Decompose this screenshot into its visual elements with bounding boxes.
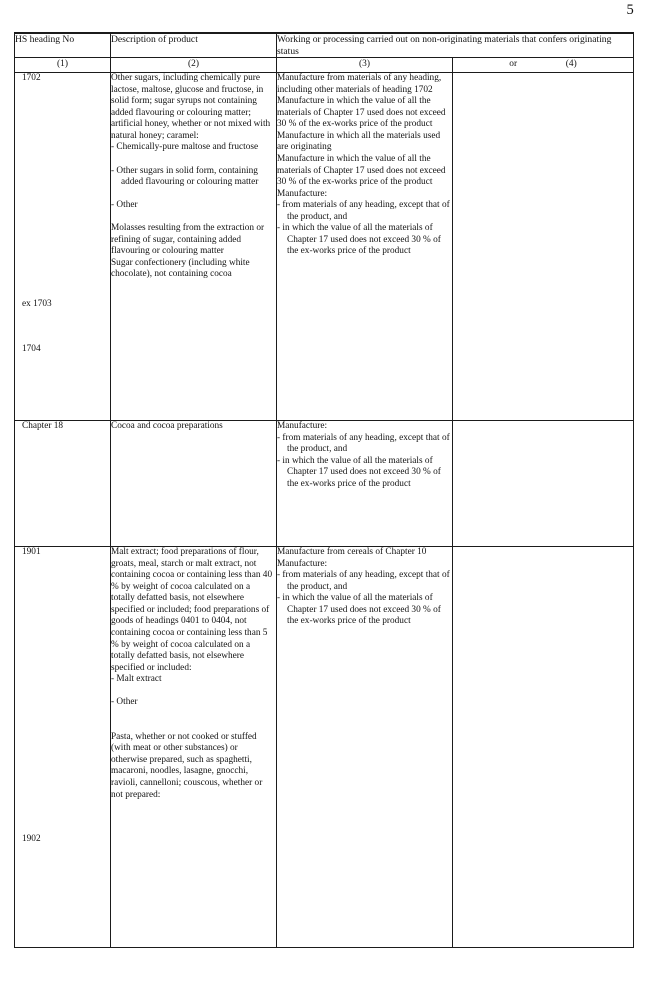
column-number-2: (2) xyxy=(111,58,277,73)
row-chapter-18-rules xyxy=(277,421,453,547)
column-number-3: (3) xyxy=(277,58,453,73)
row-1901-description xyxy=(111,547,277,948)
row-1702-description xyxy=(111,73,277,421)
table-column-number-row xyxy=(15,58,634,73)
header-description-of-product: Description of product xyxy=(111,33,277,58)
row-1702-rules xyxy=(277,73,453,421)
table-row xyxy=(15,547,634,948)
origin-rules-table xyxy=(14,32,634,948)
table-row xyxy=(15,73,634,421)
row-1901-rules xyxy=(277,547,453,948)
rule-item-value-chapter-17-ch18: - in which the value of all the materials of Chapter 17 used does not exceed 30 % of the ex-works price of the product xyxy=(277,455,441,489)
or-label: or xyxy=(509,59,518,70)
hs-code-1901: 1901 xyxy=(22,547,41,558)
description-1704: Sugar confectionery (including white chocolate), not containing cocoa xyxy=(111,257,250,280)
header-working-or-processing: Working or processing carried out on non-originating materials that confers originating status xyxy=(277,33,634,58)
rule-item-from-materials-any-heading-ch18: - from materials of any heading, except that of the product, and xyxy=(277,432,450,455)
rule-value-chapter-17-30-percent-b: Manufacture in which the value of all the materials of Chapter 17 used does not exceed 30 % of the ex-works price of the product xyxy=(277,154,446,188)
column-number-4-label: (4) xyxy=(565,59,577,70)
row-chapter-18-code: Chapter 18 xyxy=(15,421,111,547)
rule-item-from-materials-any-heading-1901: - from materials of any heading, except that of the product, and xyxy=(277,570,450,592)
table-row xyxy=(15,421,634,547)
rule-manufacture-from-cereals-chapter-10: Manufacture from cereals of Chapter 10 xyxy=(277,547,427,558)
rule-manufacture-intro-ch18: Manufacture: xyxy=(277,421,328,432)
row-1702-codes xyxy=(15,73,111,421)
rule-item-from-materials-any-heading-1704: - from materials of any heading, except that of the product, and xyxy=(277,200,450,222)
hs-code-1702: 1702 xyxy=(22,73,41,84)
row-1901-column-4 xyxy=(453,547,634,948)
column-number-4 xyxy=(453,58,634,73)
description-ex-1703: Molasses resulting from the extraction or refining of sugar, containing added flavouring or colouring matter xyxy=(111,223,265,257)
rule-all-materials-originating: Manufacture in which all the materials used are originating xyxy=(277,130,441,153)
description-1902: Pasta, whether or not cooked or stuffed (with meat or other substances) or otherwise prepared, such as spaghetti, macaroni, noodles, lasagne, gnocchi, ravioli, cannelloni; couscous, whether or not prepared: xyxy=(111,731,263,800)
rule-value-chapter-17-30-percent-a: Manufacture in which the value of all the materials of Chapter 17 used does not exceed 30 % of the ex-works price of the product xyxy=(277,96,446,130)
hs-code-ex-1703: ex 1703 xyxy=(22,298,52,309)
description-item-other-sugars-solid-form: - Other sugars in solid form, containing added flavouring or colouring matter xyxy=(111,165,259,188)
description-item-other-1901: - Other xyxy=(111,697,138,708)
hs-code-1704: 1704 xyxy=(22,344,41,355)
description-1702: Other sugars, including chemically pure lactose, maltose, glucose and fructose, in solid form; sugar syrups not containing added flavouring or colouring matter; artificial honey, whether or not mixed with natural honey; caramel: xyxy=(111,73,271,141)
column-number-1: (1) xyxy=(15,58,111,73)
row-chapter-18-description: Cocoa and cocoa preparations xyxy=(111,421,277,547)
description-1901: Malt extract; food preparations of flour, groats, meal, starch or malt extract, not containing cocoa or containing less than 40 % by weight of cocoa calculated on a totally defatted basis, not elsewhere specified or included; food preparations of goods of headings 0401 to 0404, not containing cocoa or containing less than 5 % by weight of cocoa calculated on a totally defatted basis, not elsewhere specified or included: xyxy=(111,547,273,673)
table-header-row xyxy=(15,33,634,58)
header-hs-heading-no: HS heading No xyxy=(15,33,111,58)
hs-code-1902: 1902 xyxy=(22,833,41,844)
description-item-malt-extract: - Malt extract xyxy=(111,674,162,685)
description-item-chemically-pure-maltose: - Chemically-pure maltose and fructose xyxy=(111,142,259,153)
description-item-other: - Other xyxy=(111,200,138,211)
row-chapter-18-column-4 xyxy=(453,421,634,547)
row-1901-codes xyxy=(15,547,111,948)
row-1702-column-4 xyxy=(453,73,634,421)
page-number: 5 xyxy=(626,2,634,18)
rule-manufacture-intro-1704: Manufacture: xyxy=(277,188,328,199)
rule-item-value-chapter-17-1704: - in which the value of all the materials of Chapter 17 used does not exceed 30 % of the ex-works price of the product xyxy=(277,223,441,257)
rule-item-value-chapter-17-1901: - in which the value of all the materials of Chapter 17 used does not exceed 30 % of the ex-works price of the product xyxy=(277,593,441,627)
rule-manufacture-intro-1901: Manufacture: xyxy=(277,558,328,569)
rule-manufacture-from-any-heading-1702: Manufacture from materials of any heading, including other materials of heading 1702 xyxy=(277,73,442,95)
